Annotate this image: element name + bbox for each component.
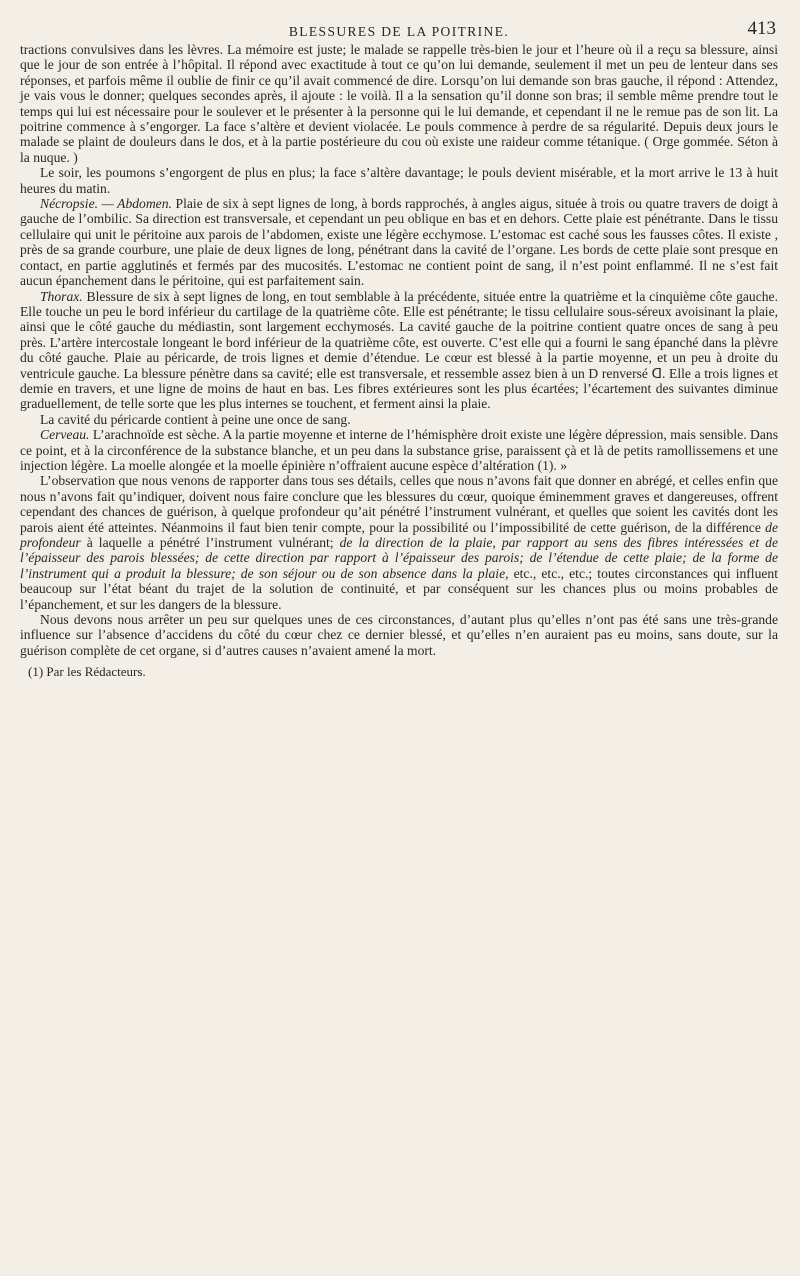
text-run: tractions convulsives dans les lèvres. La mémoire est juste; le malade se rappelle très-bien le jour et l’heure où il a reçu sa blessure, ainsi que le jour de son entrée à l’hôpital. Il répond avec exactitude à tout ce qu’on lui demande, seulement il met un peu de lenteur dans ses réponses, et parfois même il oublie de finir ce qu’il avait commencé de dire. Lorsqu’on lui demande son bras gauche, il répond : Attendez, je vais vous le donner; quelques secondes après, il ajoute : le voilà. Il a la sensation qu’il donne son bras; il semble même prendre tout le temps qui lui est nécessaire pour le soulever et le présenter à la personne qui le lui demande, et cependant il ne le remue pas de son lit. La poitrine commence à s’engorger. La face s’altère et devient violacée. Le pouls commence à perdre de sa régularité. Depuis deux jours le malade se plaint de douleurs dans le dos, et à la partie postérieure du cou où existe une raideur comme tétanique. ( Orge gommée. Séton à la nuque. ) xyxy=(20,42,778,165)
text-run: L’observation que nous venons de rapporter dans tous ses détails, celles que nous n’avons fait que donner en abrégé, et celles enfin que nous n’avons fait qu’indiquer, doivent nous faire conclure que les blessures du cœur, quoique éminemment graves et dangereuses, offrent cependant des chances de guérison, à quelque profondeur qu’ait pénétré l’instrument vulnérant, et quelles que soient les cavités dont les parois aient été atteintes. Néanmoins il faut bien tenir compte, pour la possibilité ou l’impossibilité de cette guérison, de la différence xyxy=(20,473,778,535)
text-run: Nous devons nous arrêter un peu sur quelques unes de ces circonstances, d’autant plus qu’elles n’ont pas été sans une très-grande influence sur l’absence d’accidens du côté du cœur chez ce dernier blessé, et qu’elles n’en auraient pas eu moins, sans doute, sur la guérison complète de cet organe, si d’autres causes n’avaient amené la mort. xyxy=(20,612,778,658)
italic-text: de la direction de la plaie, par rapport au sens des fibres intéressées et de l’épaisseur des parois blessées; de cette direction par rapport à l’épaisseur des parois; de l’étendue de cette plaie; de la forme de l’instrument qui a produit la blessure; de son séjour ou de son absence dans la plaie, xyxy=(20,535,778,581)
italic-text: Cerveau. xyxy=(40,427,90,443)
running-title: BLESSURES DE LA POITRINE. xyxy=(288,24,510,39)
text-run: à laquelle a pénétré l’instrument vulnérant; xyxy=(80,535,340,550)
footnote-mark: (1) xyxy=(28,664,44,680)
text-run: La cavité du péricarde contient à peine une once de sang. xyxy=(40,411,351,427)
footnote xyxy=(28,664,778,679)
body-text xyxy=(20,42,778,658)
text-run: etc., etc., etc.; toutes circonstances qui influent beaucoup sur l’état béant du trajet de la solution de continuité, et par conséquent sur les chances plus ou moins probables de l’épanchement, et sur les dangers de la blessure. xyxy=(20,565,778,612)
text-run: L’arachnoïde est sèche. A la partie moyenne et interne de l’hémisphère droit existe une légère dépression, mais sensible. Dans ce point, et à la circonférence de la substance blanche, et un peu dans la substance grise, paraissent çà et là de petits ramollissemens et une injection légère. La moelle alongée et la moelle épinière n’offraient aucune espèce d’altération (1). » xyxy=(20,427,778,473)
page-header xyxy=(20,16,778,42)
italic-text: de profondeur xyxy=(20,519,778,550)
italic-text: Nécropsie. — Abdomen. xyxy=(40,196,172,212)
paragraph xyxy=(20,196,778,288)
text-run: Blessure de six à sept lignes de long, en tout semblable à la précédente, située entre la quatrième et la cinquième côte gauche. Elle touche un peu le bord inférieur du cartilage de la quatrième côte. Elle est pénétrante; le tissu cellulaire sous-séreux avoisinant la plaie, ainsi que le côté gauche du médiastin, sont largement ecchymosés. La cavité gauche de la poitrine contient quatre onces de sang à peu près. L’artère intercostale longeant le bord inférieur de la quatrième côte, est ouverte. C’est elle qui a fourni le sang épanché dans la plèvre du côté gauche. Plaie au péricarde, de trois lignes et demie d’étendue. Le cœur est blessé à la partie moyenne, et un peu à droite du ventricule gauche. La blessure pénètre dans sa cavité; elle est transversale, et ressemble assez bien à un D renversé ᗡ. Elle a trois lignes et demie en travers, et une ligne de moins de haut en bas. Les fibres extérieures sont les plus écartées; l’écartement des suivantes diminue graduellement, de telle sorte que les plus internes se touchent, et ferment ainsi la plaie. xyxy=(20,288,778,412)
paragraph xyxy=(20,42,778,165)
paragraph xyxy=(20,427,778,473)
page-number: 413 xyxy=(747,18,776,39)
text-run: Le soir, les poumons s’engorgent de plus en plus; la face s’altère davantage; le pouls devient misérable, et la mort arrive le 13 à huit heures du matin. xyxy=(20,165,778,196)
paragraph xyxy=(20,289,778,412)
footnote-text: Par les Rédacteurs. xyxy=(46,664,146,680)
italic-text: Thorax. xyxy=(40,288,83,304)
text-run: Plaie de six à sept lignes de long, à bords rapprochés, à angles aigus, située à trois ou quatre travers de doigt à gauche de l’ombilic. Sa direction est transversale, et cependant un peu oblique en bas et en dehors. Cette plaie est pénétrante. Dans le tissu cellulaire qui unit le péritoine aux parois de l’abdomen, existe une légère ecchymose. L’estomac est caché sous les fausses côtes. Il existe , près de sa grande courbure, une plaie de deux lignes de long, pénétrant dans la cavité de l’organe. Les bords de cette plaie sont presque en contact, en partie agglutinés et fermés par des mucosités. L’estomac ne contient point de sang, il n’est point enflammé. Il ne s’est fait aucun épanchement dans le péritoine, qui est parfaitement sain. xyxy=(20,196,778,289)
paragraph xyxy=(20,165,778,196)
paragraph xyxy=(20,412,778,427)
paragraph xyxy=(20,473,778,612)
paragraph xyxy=(20,612,778,658)
